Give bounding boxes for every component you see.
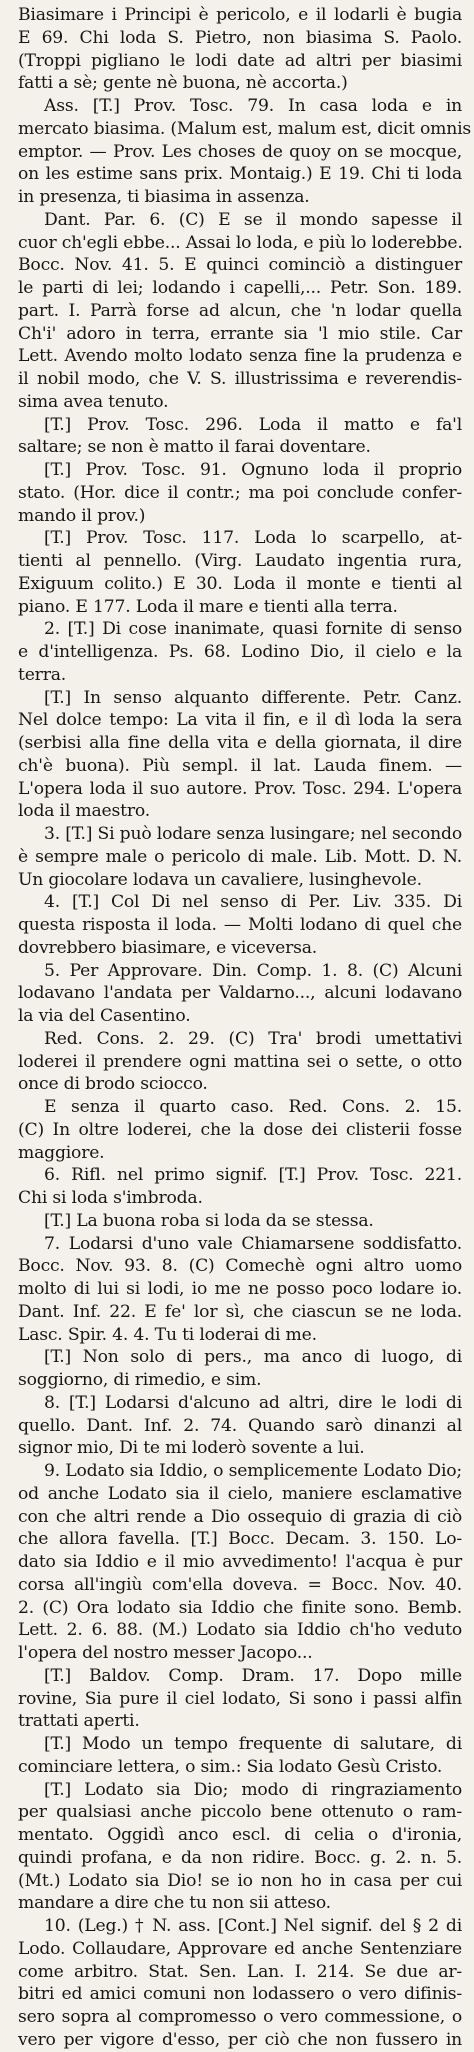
text-line: lodavano l'andata per Valdarno..., alcuni lodavano (18, 983, 462, 1004)
text-line: soggiorno, di rimedio, e sim. (18, 1370, 262, 1390)
text-line: [T.] Prov. Tosc. 117. Loda lo scarpello, at- (44, 528, 462, 549)
text-line: Bocc. Nov. 41. 5. E quinci cominciò a distinguer (18, 255, 462, 276)
text-line: 7. Lodarsi d'uno vale Chiamarsene soddisfatto. (44, 1233, 462, 1254)
text-line: fatti a sè; gente nè buona, nè accorta.) (18, 73, 348, 94)
text-line: 3. [T.] Si può lodare senza lusingare; nel secondo (44, 824, 462, 844)
text-line: 2. (C) Ora lodato sia Iddio che finite sono. Bemb. (18, 1597, 462, 1618)
text-line: L'opera loda il suo autore. Prov. Tosc. 294. L'opera (18, 778, 462, 799)
text-line: maggiore. (18, 1142, 105, 1163)
text-line: come arbitro. Stat. Sen. Lan. I. 214. Se due ar- (18, 1961, 462, 1982)
text-line: E 69. Chi loda S. Pietro, non biasima S. Paolo. (18, 27, 462, 48)
text-line: bitri ed amici comuni non lodassero o vero difinis- (18, 1984, 462, 2005)
text-line: cominciare lettera, o sim.: Sia lodato Gesù Cristo. (18, 1756, 443, 1777)
text-line: (C) In oltre loderei, che la dose dei clisterii fosse (18, 1119, 462, 1140)
text-line: Bocc. Nov. 93. 8. (C) Comechè ogni altro uomo (18, 1256, 462, 1277)
text-line: 4. [T.] Col Di nel senso di Per. Liv. 335. Di (44, 892, 462, 913)
text-line: è sempre male o pericolo di male. Lib. Mott. D. N. (18, 846, 462, 867)
text-line: questa risposta il loda. — Molti lodano di quel che (18, 915, 462, 935)
text-line: dovrebbero biasimare, e viceversa. (18, 937, 318, 958)
text-line: [T.] In senso alquanto differente. Petr. Canz. (44, 687, 462, 708)
text-line: le parti di lei; lodando i capelli,... Petr. Son. 189. (18, 278, 462, 298)
text-line: loderei il prendere ogni mattina sei o sette, o otto (18, 1051, 462, 1072)
text-line: corsa all'ingiù com'ella doveva. = Bocc. Nov. 40. (18, 1574, 462, 1595)
text-line: Un giocolare lodava un cavaliere, lusinghevole. (18, 869, 422, 890)
text-line: od anche Lodato sia il cielo, maniere esclamative (18, 1483, 462, 1504)
text-line: dato sia Iddio e il mio avvedimento! l'acqua è pur (18, 1552, 462, 1572)
text-line: Dant. Inf. 22. E fe' lor sì, che ciascun se ne loda. (18, 1301, 462, 1322)
text-line: mercato biasima. (Malum est, malum est, dicit omnis (18, 118, 472, 139)
text-line: Biasimare i Principi è pericolo, e il lodarli è bugia (18, 5, 462, 25)
text-line: 9. Lodato sia Iddio, o semplicemente Lodato Dio; (44, 1461, 462, 1481)
text-line: (Mt.) Lodato sia Dio! se io non ho in casa per cui (18, 1870, 462, 1891)
text-line: mandare a dire che tu non sii atteso. (18, 1893, 331, 1914)
text-line: Ch'i' adoro in terra, errante sia 'l mio stile. Car (18, 323, 462, 344)
text-line: Dant. Par. 6. (C) E se il mondo sapesse il (44, 209, 462, 230)
text-line: [T.] Baldov. Comp. Dram. 17. Dopo mille (44, 1665, 462, 1686)
text-line: Lodo. Collaudare, Approvare ed anche Sentenziare (18, 1938, 462, 1959)
text-line: [T.] Prov. Tosc. 296. Loda il matto e fa'l (44, 414, 462, 435)
text-line: E senza il quarto caso. Red. Cons. 2. 15. (44, 1097, 462, 1117)
text-line: in presenza, ti biasima in assenza. (18, 187, 310, 207)
text-line: [T.] Modo un tempo frequente di salutare, di (44, 1734, 462, 1754)
text-line: Lett. Avendo molto lodato senza fine la prudenza e (18, 346, 462, 367)
text-line: Ass. [T.] Prov. Tosc. 79. In casa loda e in (44, 96, 462, 116)
text-line: Lasc. Spir. 4. 4. Tu ti loderai di me. (18, 1324, 317, 1345)
text-line: 8. [T.] Lodarsi d'alcuno ad altri, dire le lodi di (44, 1392, 462, 1413)
text-line: mando il prov.) (18, 505, 146, 526)
text-line: on les estime sans prix. Montaig.) E 19. Chi ti loda (18, 164, 462, 185)
text-line: il nobil modo, che V. S. illustrissima e reverendis- (18, 369, 462, 389)
text-line: Chi si loda s'imbroda. (18, 1188, 203, 1208)
text-line: cuor ch'egli ebbe... Assai lo loda, e più lo loderebbe. (18, 232, 463, 253)
text-line: mentato. Oggidì anco escl. di celia o d'ironia, (18, 1825, 462, 1845)
text-line: loda il maestro. (18, 801, 150, 822)
text-line: signor mio, Di te mi loderò sovente a lui. (18, 1438, 365, 1459)
text-line: per qualsiasi anche piccolo bene ottenuto o ram- (18, 1802, 462, 1823)
text-line: [T.] Prov. Tosc. 91. Ognuno loda il proprio (44, 460, 462, 480)
text-line: che allora favella. [T.] Bocc. Decam. 3. 150. Lo- (18, 1529, 462, 1550)
text-line: 10. (Leg.) † N. ass. [Cont.] Nel signif. del § 2 di (44, 1916, 462, 1936)
text-line: e d'intelligenza. Ps. 68. Lodino Dio, il cielo e la (18, 642, 462, 662)
text-line: [T.] Non solo di pers., ma anco di luogo, di (44, 1347, 462, 1368)
text-line: 2. [T.] Di cose inanimate, quasi fornite di senso (44, 619, 462, 640)
text-line: con che altri rende a Dio ossequio di grazia di ciò (18, 1506, 462, 1527)
text-line: sima avea tenuto. (18, 391, 169, 412)
text-line: rovine, Sia pure il ciel lodato, Si sono i passi alfin (18, 1688, 462, 1709)
text-line: emptor. — Prov. Les choses de quoy on se mocque, (18, 141, 462, 162)
text-line: trattati aperti. (18, 1711, 140, 1732)
text-line: la via del Casentino. (18, 1006, 191, 1026)
text-line: Nel dolce tempo: La vita il fin, e il dì loda la sera (18, 710, 462, 731)
text-line: (serbisi alla fine della vita e della giornata, il dire (18, 733, 462, 753)
text-line: [T.] La buona roba si loda da se stessa. (44, 1210, 374, 1231)
text-line: molto di lui si lodi, io me ne posso poco lodare io. (18, 1279, 462, 1299)
text-line: terra. (18, 664, 67, 685)
text-line: (Troppi pigliano le lodi date ad altri per biasimi (18, 50, 462, 71)
text-line: Red. Cons. 2. 29. (C) Tra' brodi umettativi (44, 1028, 462, 1049)
text-line: vero per vigore d'esso, per ciò che non fussero in (18, 2029, 462, 2050)
text-line: l'opera del nostro messer Jacopo... (18, 1643, 313, 1663)
text-line: piano. E 177. Loda il mare e tienti alla terra. (18, 596, 398, 617)
text-line: Lett. 2. 6. 88. (M.) Lodato sia Iddio ch'ho veduto (18, 1620, 462, 1641)
text-line: 5. Per Approvare. Din. Comp. 1. 8. (C) Alcuni (44, 960, 462, 981)
text-line: sero sopra al compromesso o vero commessione, o (18, 2007, 462, 2027)
text-line: Exiguum colito.) E 30. Loda il monte e tienti al (18, 573, 462, 594)
text-line: saltare; se non è matto il farai doventare. (18, 437, 371, 458)
text-line: once di brodo sciocco. (18, 1074, 208, 1095)
text-line: tienti al pennello. (Virg. Laudato ingentia rura, (18, 551, 462, 571)
text-line: 6. Rifl. nel primo signif. [T.] Prov. Tosc. 221. (44, 1165, 462, 1186)
text-line: quello. Dant. Inf. 2. 74. Quando sarò dinanzi al (18, 1415, 462, 1436)
text-line: part. I. Parrà forse ad alcun, che 'n lodar quella (18, 300, 462, 321)
text-line: ch'è buona). Più sempl. il lat. Lauda finem. — (18, 755, 462, 776)
text-line: stato. (Hor. dice il contr.; ma poi conclude confer- (18, 482, 462, 503)
text-line: [T.] Lodato sia Dio; modo di ringraziamento (44, 1779, 462, 1800)
text-line: quindi profana, e da non ridire. Bocc. g. 2. n. 5. (18, 1847, 462, 1868)
